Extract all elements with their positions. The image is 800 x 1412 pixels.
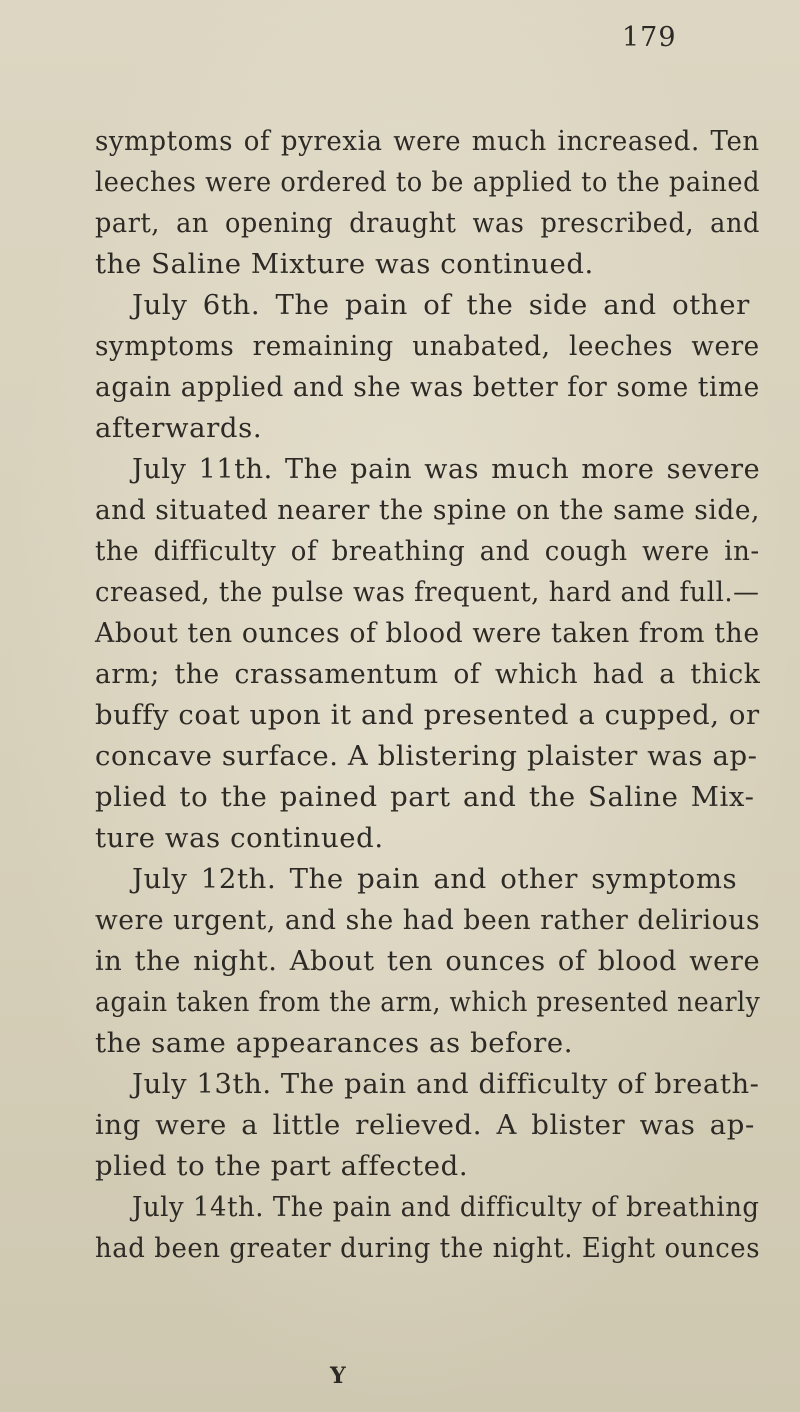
- text-line: ture was continued.: [95, 822, 384, 854]
- text-line: July 12th. The pain and other symptoms: [132, 863, 738, 895]
- text-line: in the night. About ten ounces of blood were: [95, 945, 761, 977]
- text-line: July 14th. The pain and difficulty of breathing: [132, 1191, 760, 1223]
- text-line: the difficulty of breathing and cough were in-: [95, 535, 760, 567]
- text-line: arm; the crassamentum of which had a thick: [95, 658, 761, 690]
- text-line: symptoms of pyrexia were much increased. Ten: [95, 125, 760, 157]
- text-line: concave surface. A blistering plaister was ap-: [95, 740, 758, 772]
- text-line: July 11th. The pain was much more severe: [132, 453, 761, 485]
- text-line: ing were a little relieved. A blister was ap-: [95, 1109, 755, 1141]
- text-line: July 13th. The pain and difficulty of breath-: [132, 1068, 760, 1100]
- text-line: afterwards.: [95, 412, 263, 444]
- text-line: had been greater during the night. Eight ounces: [95, 1232, 761, 1264]
- text-line: part, an opening draught was prescribed, and: [95, 207, 760, 239]
- text-line: leeches were ordered to be applied to the pained: [95, 166, 761, 198]
- text-line: plied to the pained part and the Saline Mix-: [95, 781, 755, 813]
- text-line: were urgent, and she had been rather delirious: [95, 904, 761, 936]
- text-line: plied to the part affected.: [95, 1150, 469, 1182]
- text-line: symptoms remaining unabated, leeches were: [95, 330, 760, 362]
- text-line: again taken from the arm, which presented nearly: [95, 986, 761, 1018]
- text-line: July 6th. The pain of the side and other: [132, 289, 750, 321]
- text-line: buffy coat upon it and presented a cupped, or: [95, 699, 760, 731]
- text-line: creased, the pulse was frequent, hard and full.—: [95, 576, 760, 608]
- text-line: the same appearances as before.: [95, 1027, 574, 1059]
- text-line: and situated nearer the spine on the same side,: [95, 494, 761, 526]
- text-line: the Saline Mixture was continued.: [95, 248, 594, 280]
- page-number: 179: [622, 22, 677, 53]
- text-line: again applied and she was better for some time: [95, 371, 760, 403]
- text-line: About ten ounces of blood were taken from the: [95, 617, 760, 649]
- signature-mark: Y: [330, 1363, 346, 1389]
